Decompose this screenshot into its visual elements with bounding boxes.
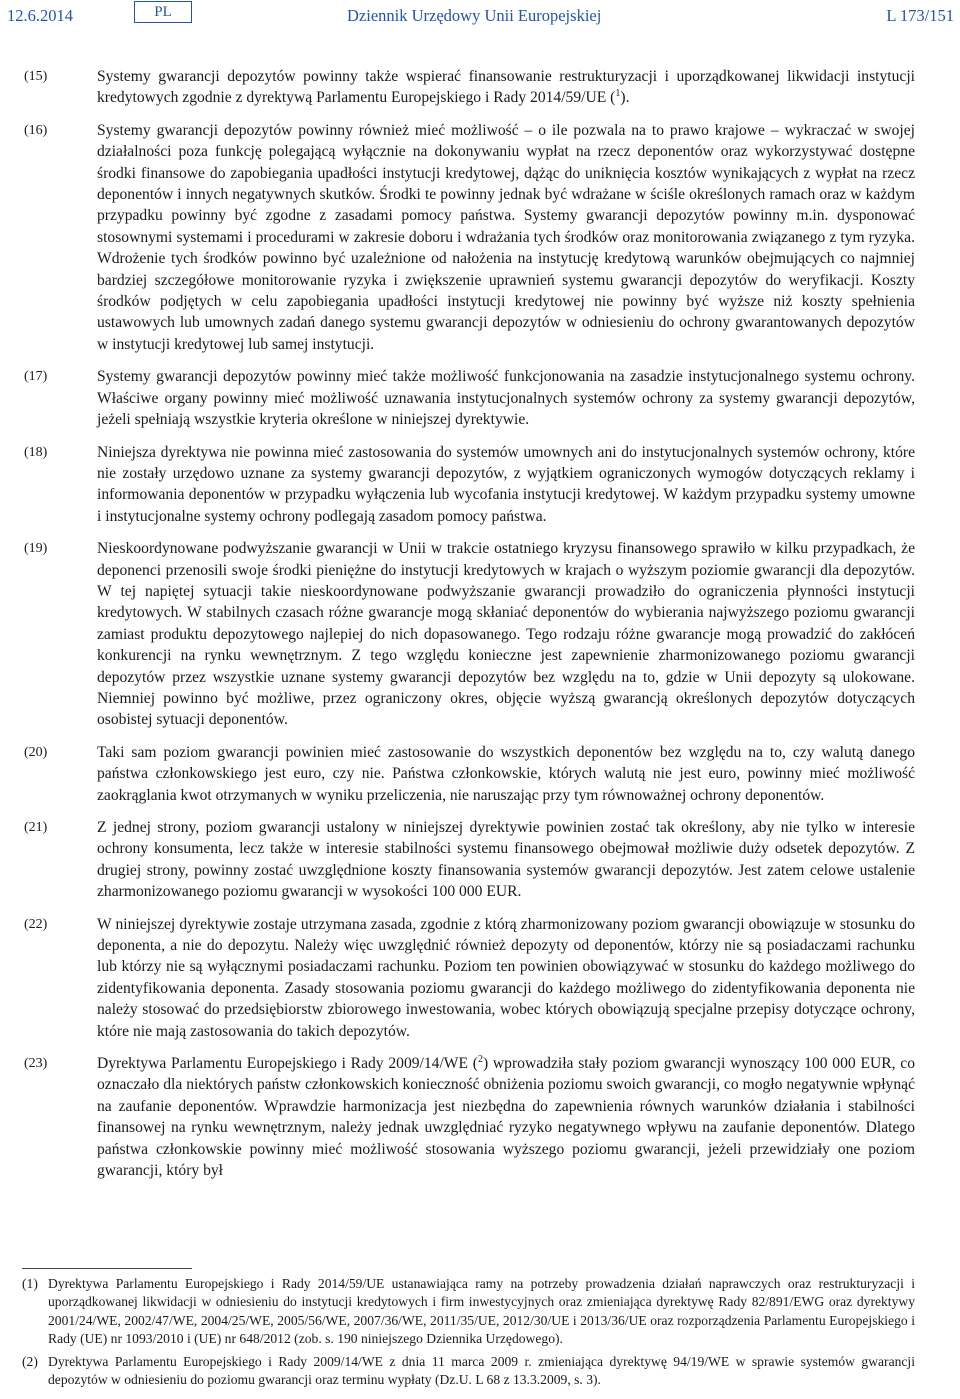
footnote-number: (1) <box>22 1276 38 1291</box>
footnote-divider <box>22 1268 192 1269</box>
recital-17 <box>22 366 915 430</box>
footnote-text: Dyrektywa Parlamentu Europejskiego i Rady 2014/59/UE ustanawiająca ramy na potrzeby prowadzenia działań naprawczych oraz restrukturyzacji i uporządkowanej likwidacji w odniesieniu do instytucji kredytowych i firm inwestycyjnych oraz zmieniająca dyrektywę Rady 82/891/EWG oraz dyrektywy 2001/24/WE, 2002/47/WE, 2004/25/WE, 2005/56/WE, 2007/36/WE, 2011/35/UE, 2012/30/UE i 2013/36/UE oraz rozporządzenia Parlamentu Europejskiego i Rady (UE) nr 1093/2010 i (UE) nr 648/2012 (zob. s. 190 niniejszego Dziennika Urzędowego). <box>48 1276 915 1346</box>
journal-title: Dziennik Urzędowy Unii Europejskiej <box>347 6 602 25</box>
footnote-text: Dyrektywa Parlamentu Europejskiego i Rady 2009/14/WE z dnia 11 marca 2009 r. zmieniająca dyrektywę 94/19/WE w sprawie systemów gwarancji depozytów w odniesieniu do poziomu gwarancji oraz terminu wypłaty (Dz.U. L 68 z 13.3.2009, s. 3). <box>48 1354 915 1388</box>
recital-16 <box>22 120 915 355</box>
footnote-ref[interactable]: 2 <box>477 1053 483 1065</box>
recital-tail: ). <box>620 89 630 107</box>
recital-number: (20) <box>24 744 48 760</box>
page-number: L 173/151 <box>886 6 954 25</box>
language-badge: PL <box>134 1 192 23</box>
recital-text: Systemy gwarancji depozytów powinny mieć także możliwość funkcjonowania na zasadzie instytucjonalnego systemu ochrony. Właściwe organy powinny mieć możliwość uznawania instytucjonalnych systemów ochrony za systemy gwarancji depozytów, jeżeli spełniają wszystkie kryteria określone w niniejszej dyrektywie. <box>97 368 915 429</box>
footnote-ref[interactable]: 1 <box>615 88 621 100</box>
recital-text: Niniejsza dyrektywa nie powinna mieć zastosowania do systemów umownych ani do instytucjonalnych systemów ochrony, które nie zostały urzędowo uznane za systemy gwarancji depozytów, z wyjątkiem ograniczonych wymogów dotyczących reklamy i informowania deponentów w przypadku wyłączenia lub wycofania instytucji kredytowej. W każdym przypadku systemy umowne i instytucjonalne systemy ochrony podlegają zasadom pomocy państwa. <box>97 443 915 525</box>
footnote-number: (2) <box>22 1354 38 1370</box>
recitals <box>22 66 915 1193</box>
recital-text: Z jednej strony, poziom gwarancji ustalony w niniejszej dyrektywie powinien zostać tak określony, aby nie tylko w interesie ochrony konsumenta, lecz także w interesie stabilności systemu finansowego obejmował możliwie duży odsetek depozytów. Z drugiej strony, powinny zostać uwzględnione koszty finansowania systemów gwarancji depozytów. Jest zatem celowe ustalenie zharmonizowanego poziomu gwarancji w wysokości 100 000 EUR. <box>97 819 915 901</box>
page-header <box>0 0 960 32</box>
recital-18 <box>22 442 915 528</box>
recital-number: (17) <box>24 369 48 385</box>
recital-text: Systemy gwarancji depozytów powinny również mieć możliwość – o ile pozwala na to prawo krajowe – wykraczać w swojej działalności poza funkcję polegającą wyłącznie na dokonywaniu wypłat na rzecz deponentów oraz wykorzystywać dostępne środki finansowe do zapobiegania upadłości instytucji kredytowej, dążąc do uniknięcia kosztów wynikających z wypłat na rzecz deponentów i innych negatywnych skutków. Środki te powinny jednak być wdrażane w ściśle określonych ramach oraz w każdym przypadku powinny być zgodne z zasadami pomocy państwa. Systemy gwarancji depozytów powinny m.in. dysponować stosownymi systemami i procedurami w zakresie doboru i wdrażania tych środków oraz monitorowania związanego z tym ryzyka. Wdrożenie tych środków powinno być uzależnione od nałożenia na instytucję kredytową warunków obejmujących co najmniej bardziej szczegółowe monitorowanie ryzyka i zwiększenie uprawnień systemu gwarancji depozytów do weryfikacji. Koszty środków podjętych w celu zapobiegania upadłości instytucji kredytowej nie powinny być wyższe niż koszty spełnienia ustawowych lub umownych zadań danego systemu gwarancji depozytów w odniesieniu do ochrony gwarantowanych depozytów w instytucji kredytowej lub samej instytucji. <box>97 121 915 353</box>
recital-number: (22) <box>24 916 48 932</box>
footnotes <box>22 1275 915 1395</box>
recital-text: Nieskoordynowane podwyższanie gwarancji w Unii w trakcie ostatniego kryzysu finansowego sprawiło w kilku przypadkach, że deponenci przenosili swoje środki pieniężne do instytucji kredytowych w krajach o wyższym poziomie gwarancji dla depozytów. W tej napiętej sytuacji takie nieskoordynowane podwyższanie gwarancji prowadziło do ograniczenia płynności instytucji kredytowych. W stabilnych czasach różne gwarancje mogą skłaniać deponentów do wybierania najwyższego poziomu gwarancji zamiast produktu depozytowego najlepiej do nich dopasowanego. Tego rodzaju różne gwarancje mogą prowadzić do zakłóceń konkurencji na rynku wewnętrznym. Z tego względu konieczne jest zapewnienie zharmonizowanego poziomu gwarancji depozytów przez wszystkie uznane systemy gwarancji depozytów bez względu na to, gdzie w Unii depozyty są ulokowane. Niemniej powinno być możliwe, przez ograniczony okres, objęcie wyższą gwarancją określonych depozytów dotyczących osobistej sytuacji deponentów. <box>97 540 915 729</box>
recital-21 <box>22 817 915 903</box>
recital-tail: ) wprowadziła stały poziom gwarancji wynoszący 100 000 EUR, co oznaczało dla niektórych państw członkowskich konieczność obniżenia poziomu swoich gwarancji, co mogło negatywnie wpłynąć na zaufanie deponentów. Wprawdzie harmonizacja jest niezbędna do zapewnienia równych warunków działania i stabilności finansowej na rynku wewnętrznym, należy jednak uwzględniać ryzyko negatywnego wpływu na zaufanie deponentów. Dlatego państwa członkowskie powinny mieć możliwość stosowania wyższego poziomu gwarancji, jeżeli przewidziały one poziom gwarancji, który był <box>97 1055 915 1180</box>
recital-number: (21) <box>24 820 48 835</box>
recital-23 <box>22 1053 915 1181</box>
recital-22 <box>22 914 915 1042</box>
recital-number: (23) <box>24 1056 48 1072</box>
recital-number: (15) <box>24 69 48 84</box>
recital-text <box>97 1053 915 1181</box>
recital-number: (16) <box>24 122 48 138</box>
recital-number: (18) <box>24 444 48 460</box>
recital-text: W niniejszej dyrektywie zostaje utrzymana zasada, zgodnie z którą zharmonizowany poziom gwarancji obowiązuje w stosunku do deponenta, a nie do depozytu. Należy więc uwzględnić również depozyty od deponentów, którzy nie są posiadaczami rachunku lub którzy nie są wyłącznymi posiadaczami rachunku. Poziom ten powinien obowiązywać w stosunku do każdego możliwego do zidentyfikowania deponenta. Zasady stosowania poziomu gwarancji do każdego możliwego do zidentyfikowania deponenta nie należy stosować do przedsiębiorstw zbiorowego inwestowania, wobec których obowiązują specjalne przepisy dotyczące ochrony, które nie mają zastosowania do takich depozytów. <box>97 915 915 1040</box>
recital-20 <box>22 742 915 806</box>
recital-body: Systemy gwarancji depozytów powinny także wspierać finansowanie restrukturyzacji i uporządkowanej likwidacji instytucji kredytowych zgodnie z dyrektywą Parlamentu Europejskiego i Rady 2014/59/UE ( <box>97 68 915 107</box>
recital-19 <box>22 538 915 731</box>
recital-text <box>97 66 915 109</box>
recital-body: Dyrektywa Parlamentu Europejskiego i Rady 2009/14/WE ( <box>97 1055 478 1073</box>
publication-date: 12.6.2014 <box>7 6 73 25</box>
footnote-1 <box>22 1275 915 1348</box>
recital-15 <box>22 66 915 109</box>
footnote-2 <box>22 1353 915 1390</box>
recital-number: (19) <box>24 541 48 557</box>
recital-text: Taki sam poziom gwarancji powinien mieć zastosowanie do wszystkich deponentów bez względu na to, czy walutą danego państwa członkowskiego jest euro, czy nie. Państwa członkowskie, których walutą nie jest euro, powinny mieć możliwość zaokrąglania kwot otrzymanych w wyniku przeliczenia, nie naruszając przy tym równoważnej ochrony deponentów. <box>97 743 915 804</box>
